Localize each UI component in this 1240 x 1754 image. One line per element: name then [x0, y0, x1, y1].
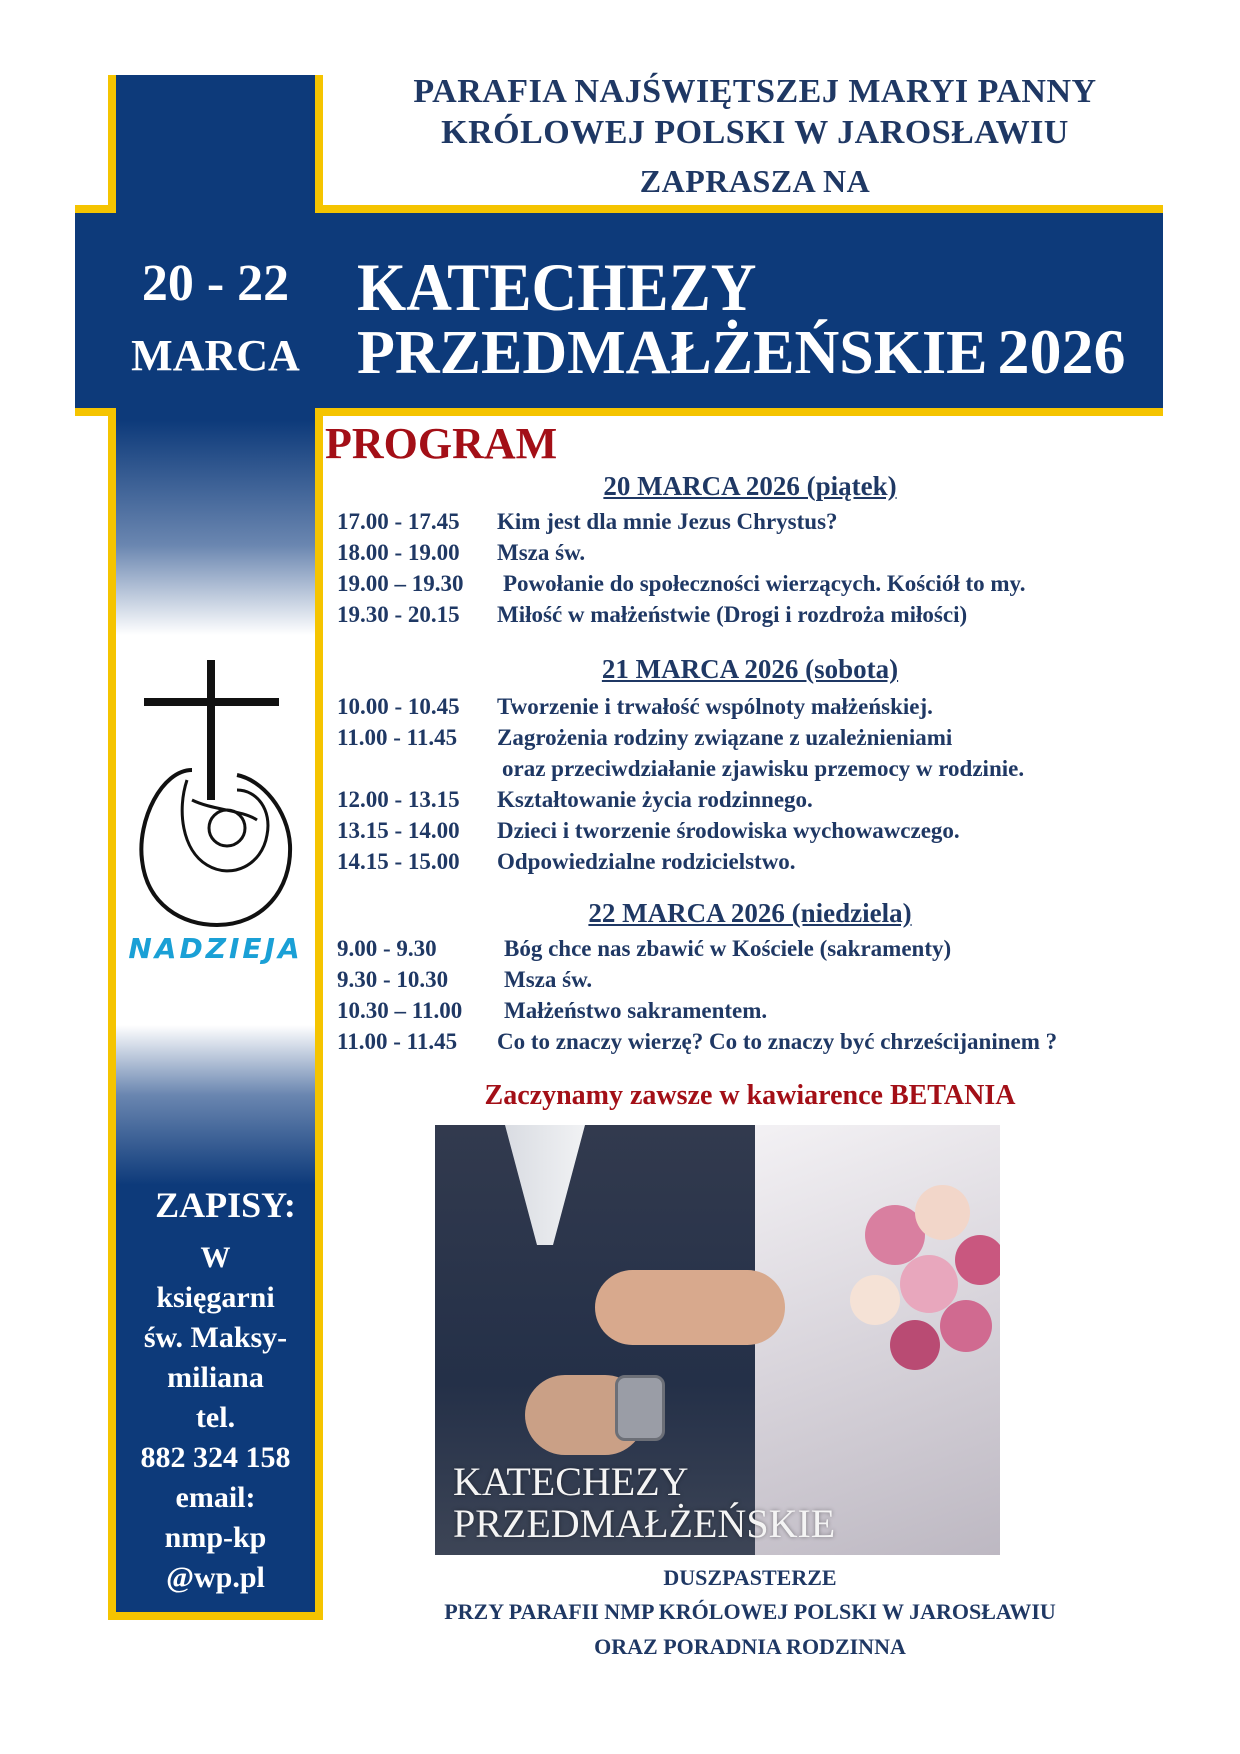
footer-line3: ORAZ PORADNIA RODZINNA: [594, 1634, 906, 1659]
schedule-row: [337, 1029, 1057, 1055]
watch: [615, 1375, 665, 1441]
schedule-topic: Dzieci i tworzenie środowiska wychowawczego.: [497, 818, 960, 843]
schedule-time: 9.30 - 10.30: [337, 967, 449, 992]
schedule-time: 17.00 - 17.45: [337, 509, 460, 534]
title-line1: KATECHEZY: [357, 249, 757, 325]
title-word: PRZEDMAŁŻEŃSKIE: [357, 319, 988, 387]
footer-line2: PRZY PARAFII NMP KRÓLOWEJ POLSKI W JAROSŁAWIU: [444, 1599, 1056, 1624]
schedule-topic: oraz przeciwdziałanie zjawisku przemocy w rodzinie.: [502, 756, 1025, 781]
nadzieja-label: NADZIEJA: [128, 932, 303, 965]
schedule-topic: Małżeństwo sakramentem.: [504, 998, 768, 1023]
schedule-topic: Odpowiedzialne rodzicielstwo.: [497, 849, 796, 874]
registration-heading: ZAPISY:: [155, 1185, 296, 1225]
schedule-time: 19.30 - 20.15: [337, 602, 460, 627]
parish-name-line1: PARAFIA NAJŚWIĘTSZEJ MARYI PANNY: [413, 73, 1097, 110]
registration-line: miliana: [167, 1361, 264, 1394]
schedule-row: [337, 571, 1026, 597]
schedule-topic: Bóg chce nas zbawić w Kościele (sakramenty): [504, 936, 952, 961]
day-heading-3: 22 MARCA 2026 (niedziela): [588, 898, 912, 928]
venue-note: Zaczynamy zawsze w kawiarence BETANIA: [484, 1080, 1016, 1111]
schedule-row: [337, 602, 967, 628]
schedule-time: 13.15 - 14.00: [337, 818, 460, 843]
registration-line: email:: [175, 1481, 256, 1514]
schedule-time: 10.00 - 10.45: [337, 694, 460, 719]
day-heading-1: 20 MARCA 2026 (piątek): [603, 471, 897, 501]
schedule-row: [337, 787, 813, 813]
bouquet-flower: [915, 1185, 970, 1240]
registration-line: św. Maksy-: [143, 1321, 288, 1354]
wedding-couple-photo: [435, 1125, 1000, 1555]
schedule-row: [337, 936, 951, 962]
title-line2: [357, 315, 1125, 389]
registration-line: tel.: [195, 1401, 236, 1434]
schedule-row: [337, 540, 585, 566]
program-heading: PROGRAM: [325, 419, 558, 468]
schedule-topic: Zagrożenia rodziny związane z uzależnieniami: [497, 725, 953, 750]
schedule-topic: Powołanie do społeczności wierzących. Kościół to my.: [503, 571, 1026, 596]
schedule-time: 12.00 - 13.15: [337, 787, 460, 812]
schedule-row: [337, 967, 592, 993]
bride-hand: [595, 1270, 785, 1345]
schedule-time: 9.00 - 9.30: [337, 936, 437, 961]
registration-email-user: nmp-kp: [164, 1521, 267, 1554]
registration-phone: 882 324 158: [140, 1441, 291, 1474]
schedule-row: [337, 725, 952, 751]
title-year: 2026: [997, 316, 1126, 387]
schedule-topic: Kim jest dla mnie Jezus Chrystus?: [497, 509, 838, 534]
schedule-row: [337, 849, 796, 875]
photo-caption-line2: PRZEDMAŁŻEŃSKIE: [453, 1501, 836, 1546]
schedule-time: 11.00 - 11.45: [337, 1029, 458, 1054]
bouquet-flower: [890, 1320, 940, 1370]
schedule-time: 18.00 - 19.00: [337, 540, 460, 565]
schedule-time: 11.00 - 11.45: [337, 725, 458, 750]
invitation-text: ZAPRASZA NA: [639, 163, 871, 199]
event-month: MARCA: [131, 331, 300, 380]
footer-line1: DUSZPASTERZE: [663, 1565, 837, 1590]
registration-line: księgarni: [156, 1281, 275, 1314]
day-heading-2: 21 MARCA 2026 (sobota): [601, 654, 899, 684]
schedule-row: [337, 694, 933, 720]
parish-name-line2: KRÓLOWEJ POLSKI W JAROSŁAWIU: [441, 114, 1069, 151]
schedule-time: 14.15 - 15.00: [337, 849, 460, 874]
nadzieja-logo-icon: [122, 660, 312, 970]
registration-email-domain: @wp.pl: [166, 1561, 265, 1594]
registration-line: W: [200, 1241, 231, 1274]
schedule-topic: Tworzenie i trwałość wspólnoty małżeńskiej.: [497, 694, 933, 719]
event-days: 20 - 22: [141, 255, 290, 312]
photo-caption-line1: KATECHEZY: [453, 1459, 689, 1504]
schedule-row: [337, 998, 767, 1024]
bouquet-flower: [940, 1300, 992, 1352]
schedule-topic: Co to znaczy wierzę? Co to znaczy być chrześcijaninem ?: [497, 1029, 1058, 1054]
schedule-time: 19.00 – 19.30: [337, 571, 464, 596]
schedule-topic: Kształtowanie życia rodzinnego.: [497, 787, 813, 812]
schedule-row: [337, 756, 1024, 782]
photo-caption: [453, 1461, 835, 1545]
schedule-time: 10.30 – 11.00: [337, 998, 463, 1023]
schedule-row: [337, 818, 960, 844]
bouquet-flower: [955, 1235, 1000, 1285]
bouquet-flower: [850, 1275, 900, 1325]
schedule-topic: Msza św.: [504, 967, 593, 992]
schedule-topic: Miłość w małżeństwie (Drogi i rozdroża miłości): [497, 602, 968, 627]
schedule-topic: Msza św.: [497, 540, 586, 565]
schedule-row: [337, 509, 838, 535]
